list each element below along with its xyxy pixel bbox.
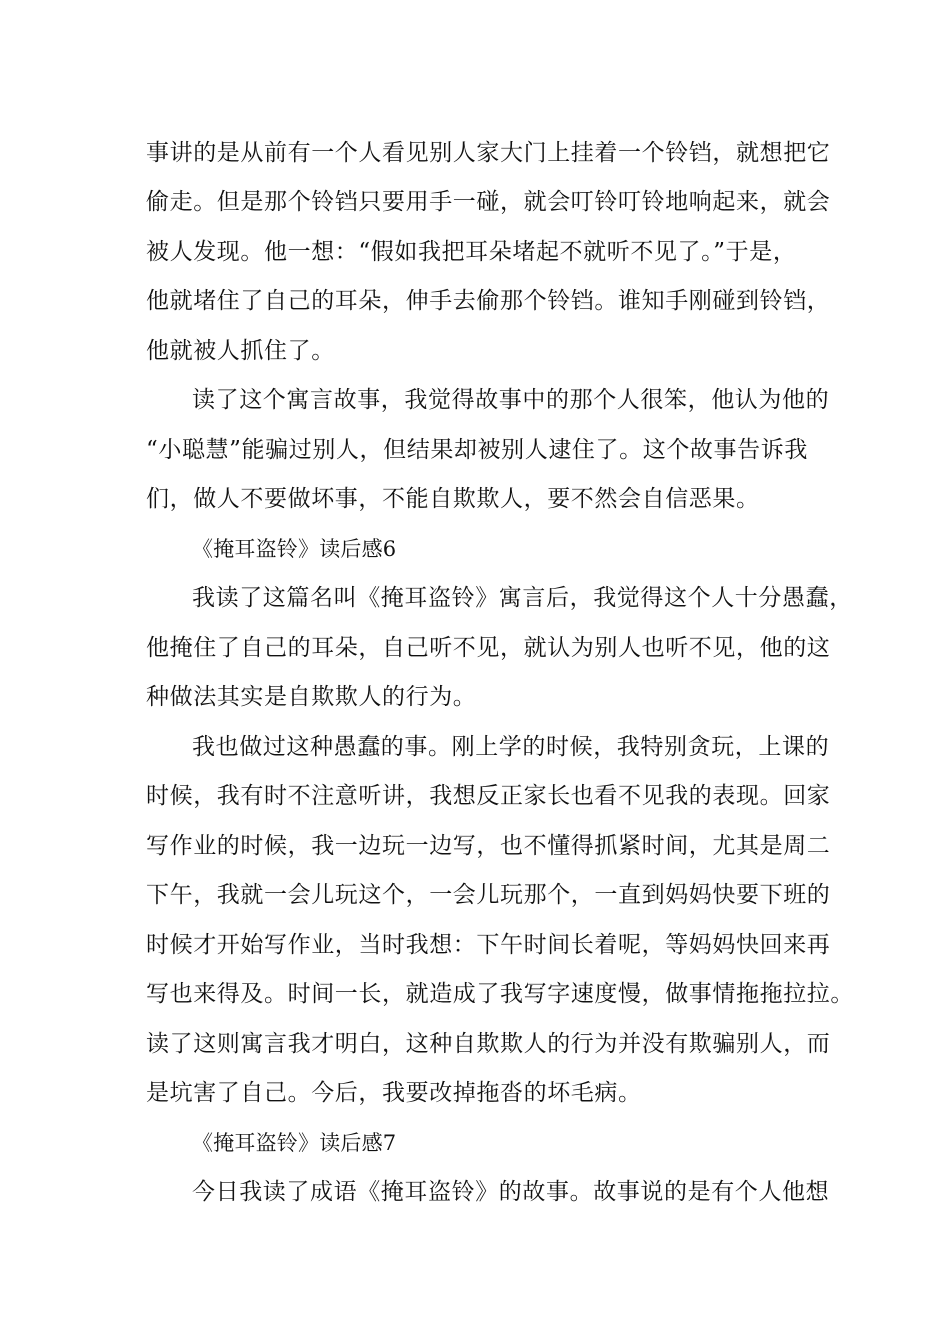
text-line: 他就堵住了自己的耳朵，伸手去偷那个铃铛。谁知手刚碰到铃铛， [146,288,831,314]
text-line: 偷走。但是那个铃铛只要用手一碰，就会叮铃叮铃地响起来，就会 [146,189,831,215]
text-line: 事讲的是从前有一个人看见别人家大门上挂着一个铃铛，就想把它 [146,140,831,166]
text-line: “小聪慧”能骗过别人，但结果却被别人逮住了。这个故事告诉我 [146,437,808,463]
text-line: 读了这则寓言我才明白，这种自欺欺人的行为并没有欺骗别人，而 [146,1031,831,1057]
text-line: 是坑害了自己。今后，我要改掉拖沓的坏毛病。 [146,1080,642,1106]
text-line: 们，做人不要做坏事，不能自欺欺人，要不然会自信恶果。 [146,486,760,512]
text-line: 时候，我有时不注意听讲，我想反正家长也看不见我的表现。回家 [146,783,831,809]
text-line: 被人发现。他一想：“假如我把耳朵堵起不就听不见了。”于是， [146,239,797,265]
text-line: 写也来得及。时间一长，就造成了我写字速度慢，做事情拖拖拉拉。 [146,981,854,1007]
text-line: 下午，我就一会儿玩这个，一会儿玩那个，一直到妈妈快要下班的 [146,882,831,908]
section-heading: 《掩耳盗铃》读后感6 [192,537,397,561]
paragraph-first-line: 我也做过这种愚蠢的事。刚上学的时候，我特别贪玩，上课的 [192,734,830,760]
paragraph-first-line: 今日我读了成语《掩耳盗铃》的故事。故事说的是有个人他想 [192,1179,830,1205]
text-line: 他掩住了自己的耳朵，自己听不见，就认为别人也听不见，他的这 [146,635,831,661]
text-line: 种做法其实是自欺欺人的行为。 [146,684,477,710]
paragraph-first-line: 读了这个寓言故事，我觉得故事中的那个人很笨，他认为他的 [192,387,830,413]
paragraph-first-line: 我读了这篇名叫《掩耳盗铃》寓言后，我觉得这个人十分愚蠢， [192,585,853,611]
text-line: 时候才开始写作业，当时我想：下午时间长着呢，等妈妈快回来再 [146,932,831,958]
text-line: 他就被人抓住了。 [146,338,335,364]
text-line: 写作业的时候，我一边玩一边写，也不懂得抓紧时间，尤其是周二 [146,833,831,859]
section-heading: 《掩耳盗铃》读后感7 [192,1131,397,1155]
